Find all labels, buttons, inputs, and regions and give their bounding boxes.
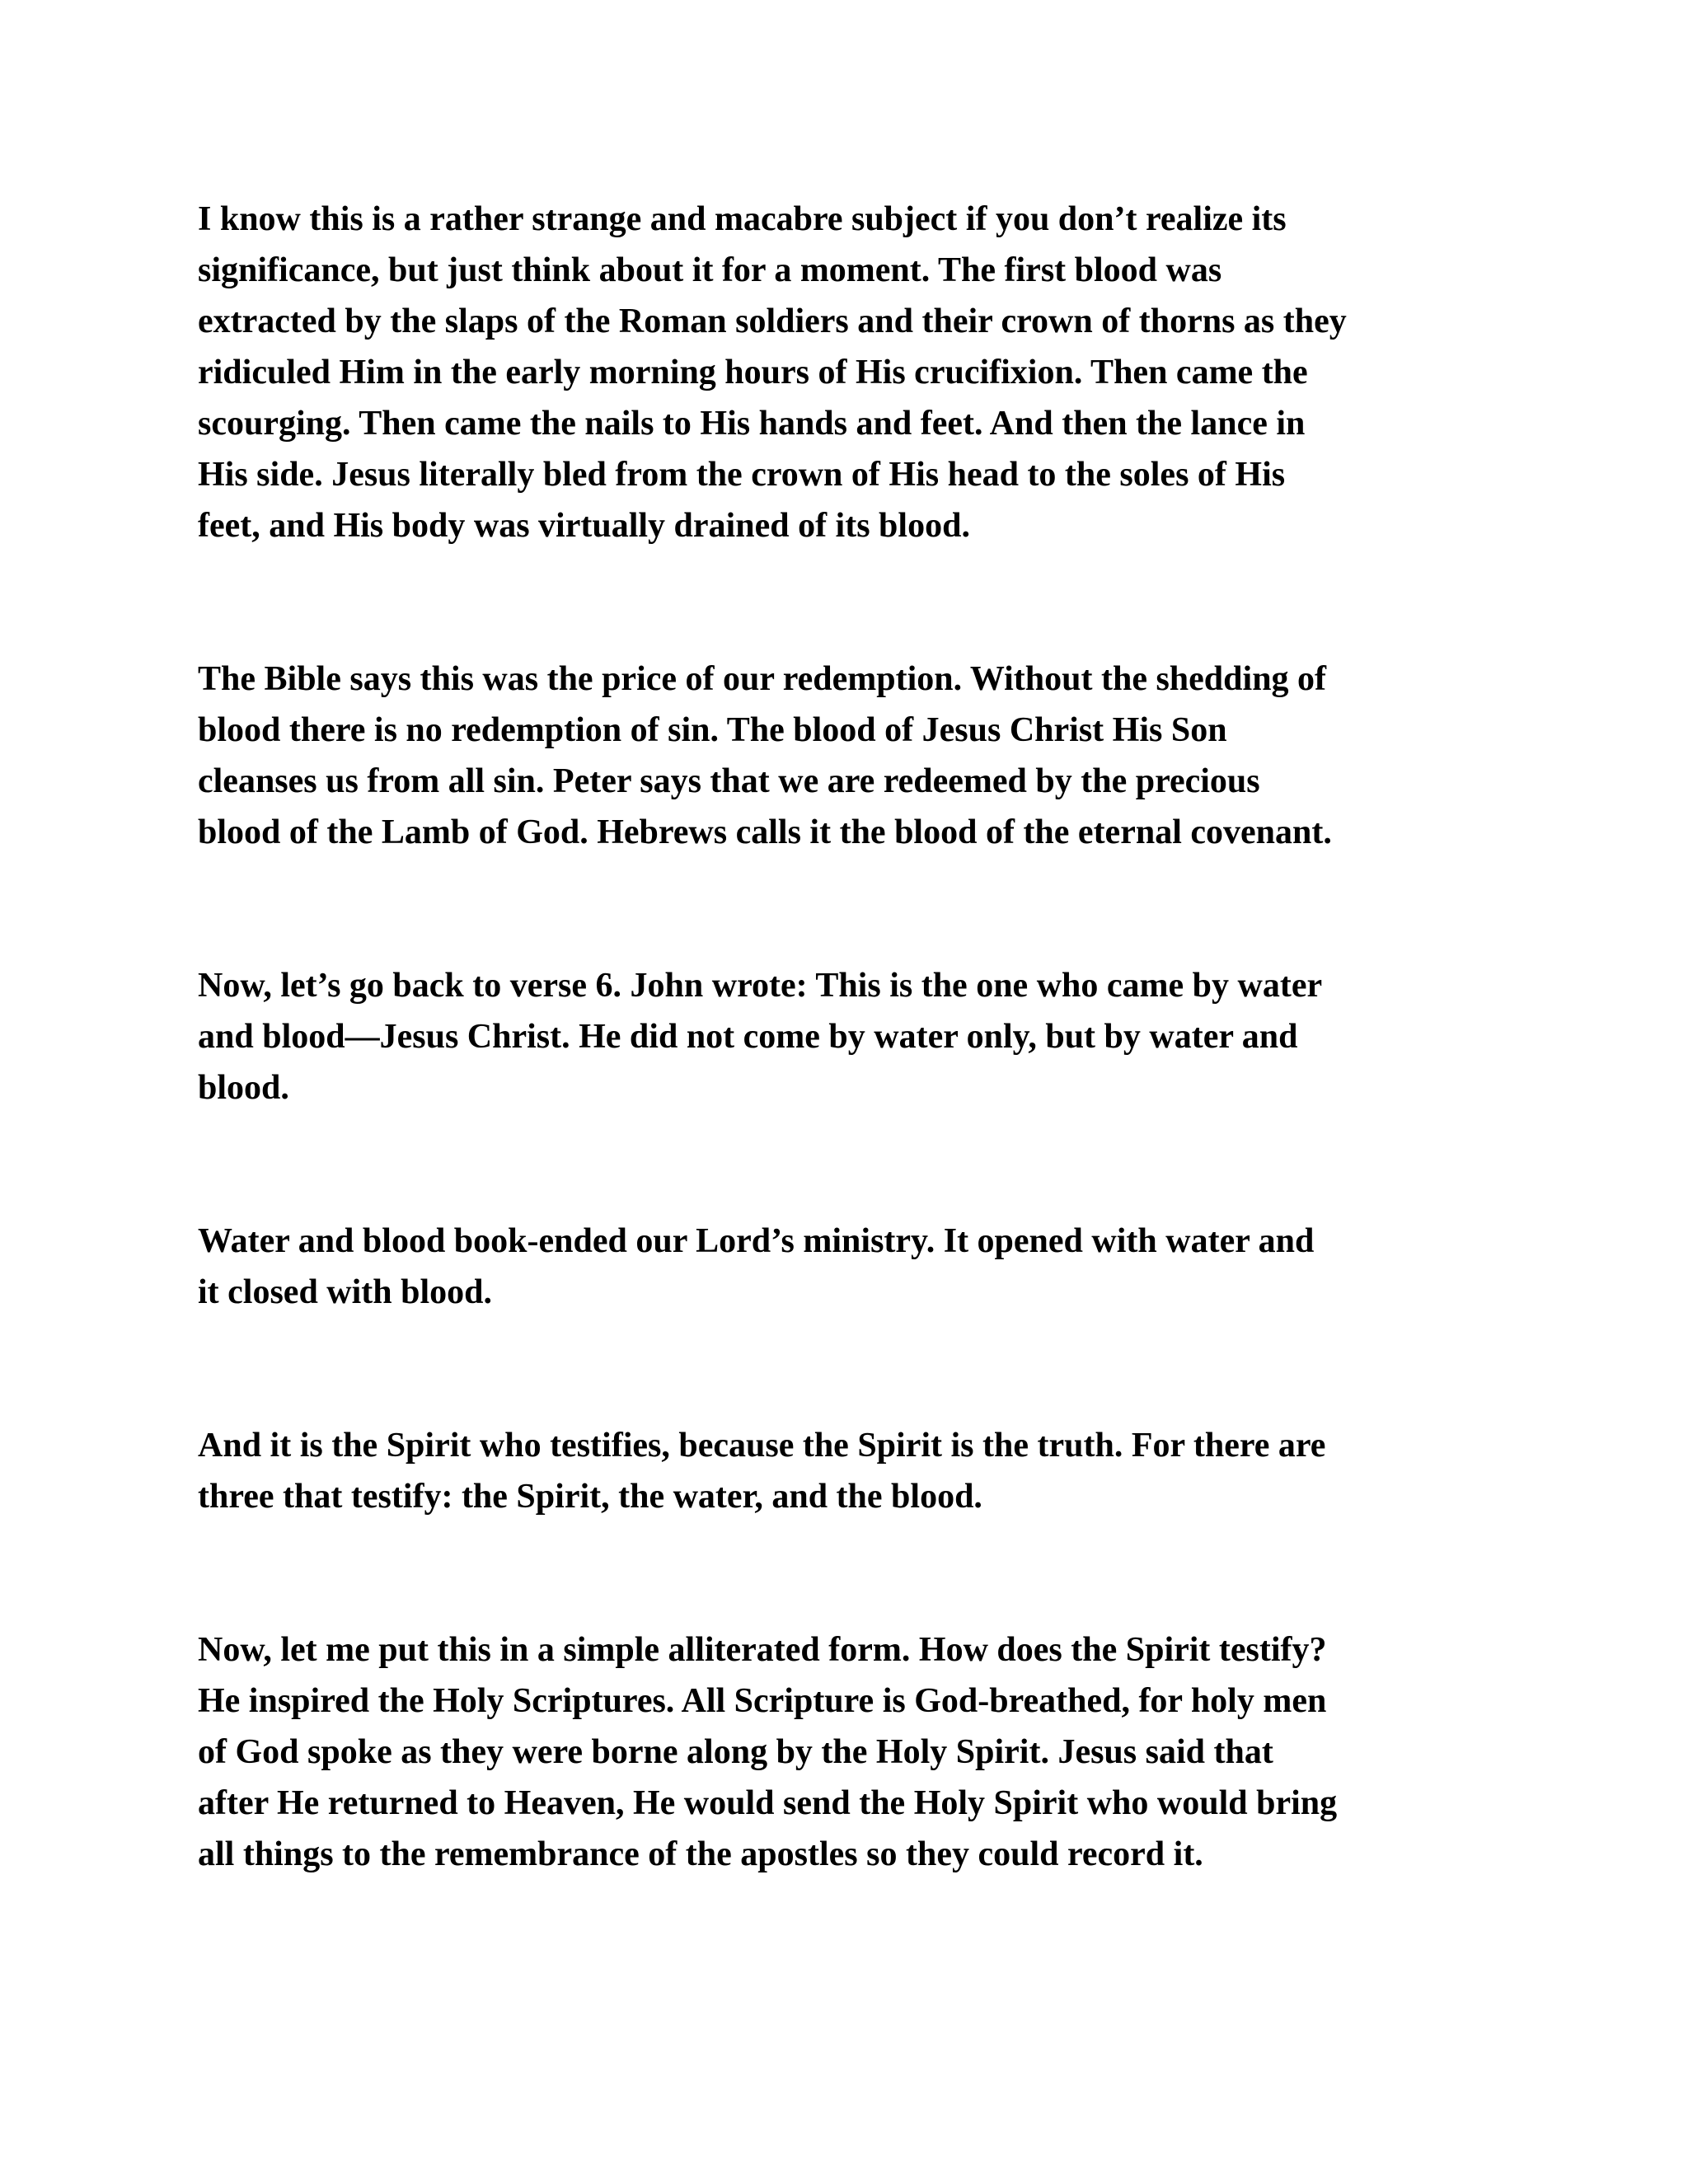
paragraph-line: extracted by the slaps of the Roman soldiers and their crown of thorns as they (198, 302, 1347, 340)
paragraph-3 (198, 960, 1500, 1113)
paragraph-line: blood. (198, 1069, 289, 1107)
paragraph-line: The Bible says this was the price of our redemption. Without the shedding of (198, 660, 1327, 698)
paragraph-6 (198, 1624, 1500, 1880)
paragraph-line: blood there is no redemption of sin. The blood of Jesus Christ His Son (198, 711, 1227, 749)
paragraph-line: Water and blood book-ended our Lord’s ministry. It opened with water and (198, 1222, 1315, 1260)
paragraph-line: cleanses us from all sin. Peter says that we are redeemed by the precious (198, 762, 1260, 800)
paragraph-line: He inspired the Holy Scriptures. All Scripture is God-breathed, for holy men (198, 1682, 1327, 1720)
paragraph-2 (198, 654, 1500, 858)
paragraph-line: I know this is a rather strange and macabre subject if you don’t realize its (198, 200, 1287, 238)
paragraph-1 (198, 194, 1500, 551)
paragraph-line: three that testify: the Spirit, the water, and the blood. (198, 1478, 982, 1516)
paragraph-line: all things to the remembrance of the apostles so they could record it. (198, 1835, 1203, 1873)
paragraph-4 (198, 1216, 1500, 1318)
paragraph-5 (198, 1420, 1500, 1522)
paragraph-line: His side. Jesus literally bled from the crown of His head to the soles of His (198, 456, 1286, 494)
paragraph-line: and blood—Jesus Christ. He did not come by water only, but by water and (198, 1018, 1298, 1056)
paragraph-line: feet, and His body was virtually drained of its blood. (198, 507, 970, 545)
paragraph-line: Now, let’s go back to verse 6. John wrote: This is the one who came by water (198, 967, 1323, 1005)
paragraph-line: scourging. Then came the nails to His hands and feet. And then the lance in (198, 405, 1306, 443)
paragraph-line: after He returned to Heaven, He would send the Holy Spirit who would bring (198, 1784, 1338, 1822)
paragraph-line: And it is the Spirit who testifies, because the Spirit is the truth. For there are (198, 1427, 1326, 1465)
paragraph-line: it closed with blood. (198, 1273, 493, 1311)
paragraph-line: blood of the Lamb of God. Hebrews calls it the blood of the eternal covenant. (198, 813, 1332, 851)
paragraph-line: Now, let me put this in a simple alliterated form. How does the Spirit testify? (198, 1631, 1327, 1669)
paragraph-line: ridiculed Him in the early morning hours of His crucifixion. Then came the (198, 354, 1308, 391)
paragraph-line: of God spoke as they were borne along by the Holy Spirit. Jesus said that (198, 1733, 1273, 1771)
paragraph-line: significance, but just think about it for a moment. The first blood was (198, 251, 1222, 289)
